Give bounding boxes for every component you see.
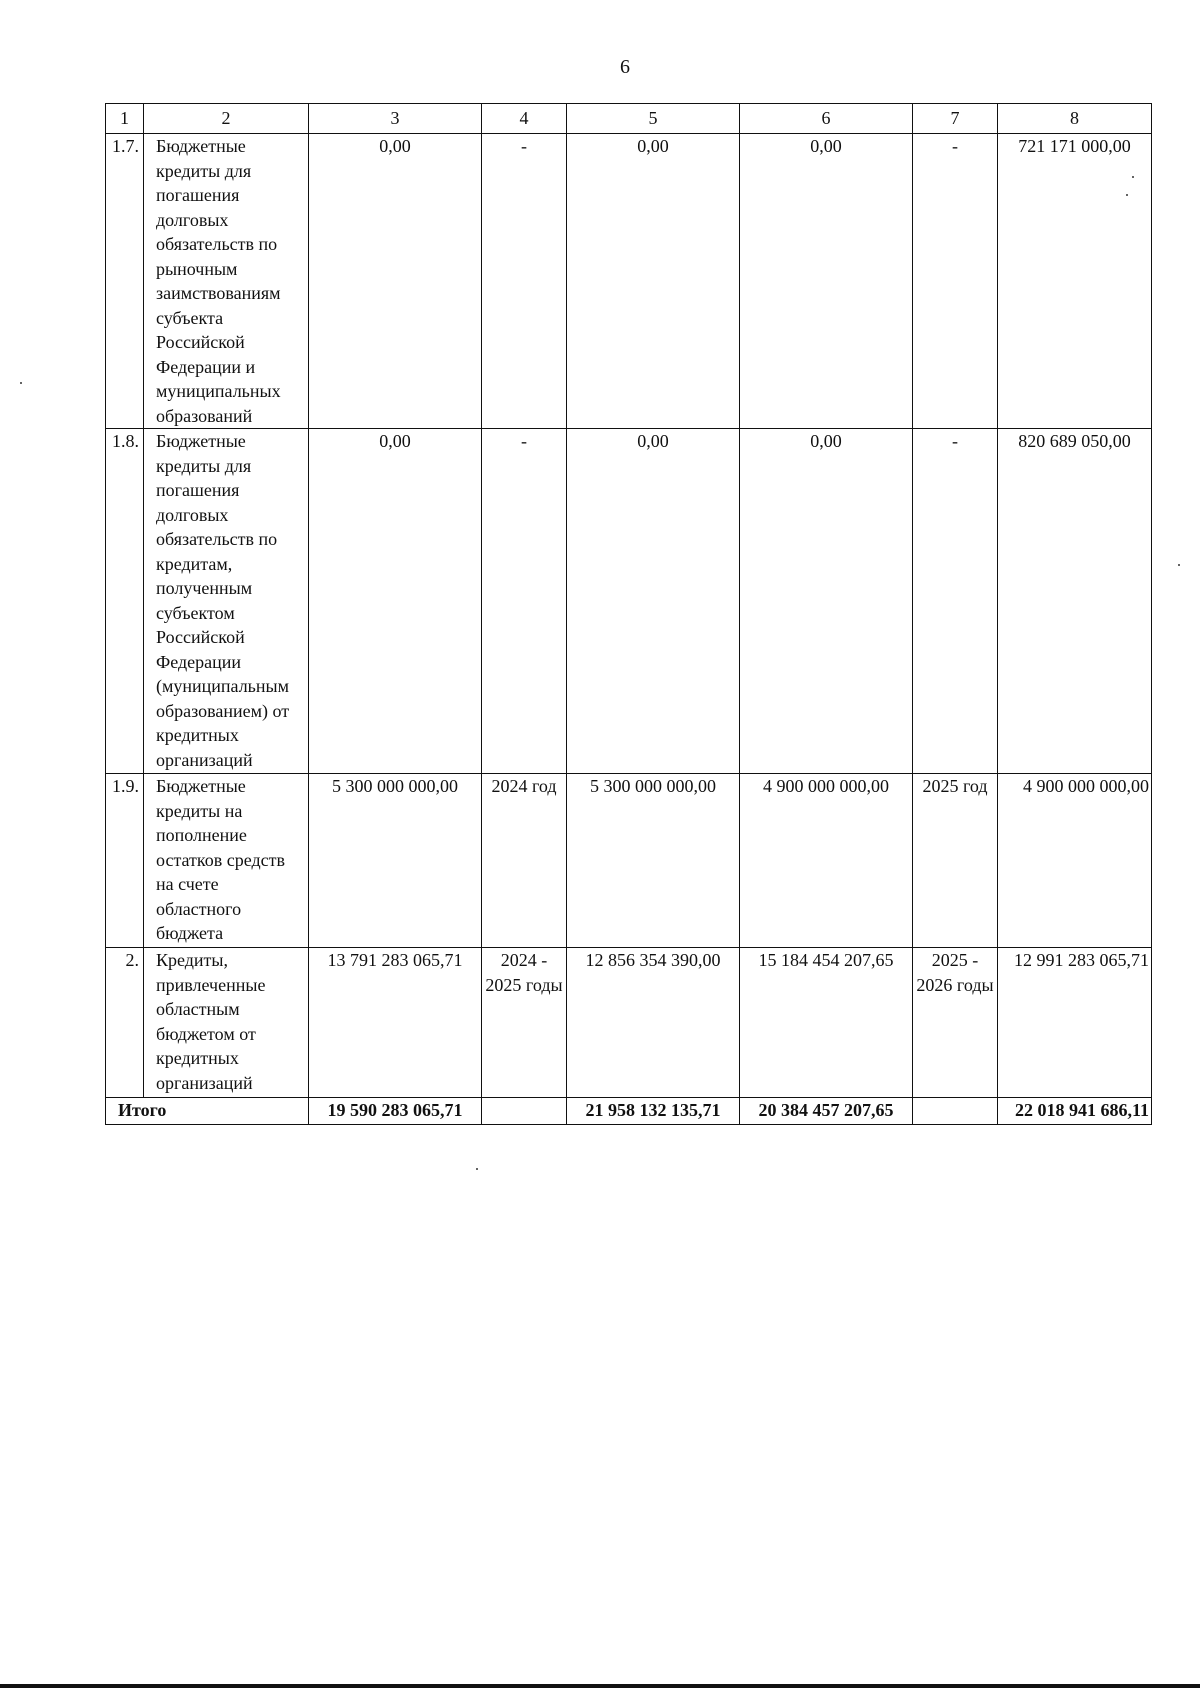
- column-header: 7: [913, 104, 998, 134]
- row-number: 1.9.: [106, 774, 144, 948]
- cell-col3: 0,00: [309, 134, 482, 429]
- cell-col7: 2025 - 2026 годы: [913, 948, 998, 1098]
- budget-table: [105, 103, 1152, 1125]
- cell-col6: 0,00: [740, 134, 913, 429]
- column-header: 8: [998, 104, 1152, 134]
- scan-speck: [1126, 194, 1128, 196]
- cell-col4: -: [482, 134, 567, 429]
- table-row: [106, 429, 1152, 774]
- row-number: 2.: [106, 948, 144, 1098]
- row-number: 1.7.: [106, 134, 144, 429]
- cell-col6: 4 900 000 000,00: [740, 774, 913, 948]
- scan-speck: [476, 1168, 478, 1170]
- page-number: 6: [620, 56, 630, 78]
- cell-col5: 12 856 354 390,00: [567, 948, 740, 1098]
- scan-speck: [20, 382, 22, 384]
- cell-col6: 15 184 454 207,65: [740, 948, 913, 1098]
- column-header: 5: [567, 104, 740, 134]
- cell-col3: 0,00: [309, 429, 482, 774]
- scan-bottom-edge: [0, 1684, 1200, 1688]
- cell-col8: 12 991 283 065,71: [998, 948, 1152, 1098]
- row-name: Бюджетные кредиты на пополнение остатков средств на счете областного бюджета: [144, 774, 309, 948]
- total-label: Итого: [106, 1098, 309, 1125]
- total-col7: [913, 1098, 998, 1125]
- header-row: [106, 104, 1152, 134]
- total-col4: [482, 1098, 567, 1125]
- total-col3: 19 590 283 065,71: [309, 1098, 482, 1125]
- row-name: Бюджетные кредиты для погашения долговых обязательств по рыночным заимствованиям субъекта Российской Федерации и муниципальных образований: [144, 134, 309, 429]
- cell-col8: 4 900 000 000,00: [998, 774, 1152, 948]
- row-name: Кредиты, привлеченные областным бюджетом от кредитных организаций: [144, 948, 309, 1098]
- total-col8: 22 018 941 686,11: [998, 1098, 1152, 1125]
- cell-col5: 0,00: [567, 134, 740, 429]
- cell-col3: 5 300 000 000,00: [309, 774, 482, 948]
- column-header: 3: [309, 104, 482, 134]
- row-name: Бюджетные кредиты для погашения долговых обязательств по кредитам, полученным субъектом Российской Федерации (муниципальным образованием) от кредитных организаций: [144, 429, 309, 774]
- total-row: [106, 1098, 1152, 1125]
- scan-speck: [1132, 176, 1134, 178]
- column-header: 2: [144, 104, 309, 134]
- cell-col5: 5 300 000 000,00: [567, 774, 740, 948]
- cell-col7: -: [913, 429, 998, 774]
- scan-speck: [1178, 564, 1180, 566]
- table-row: [106, 134, 1152, 429]
- cell-col4: 2024 - 2025 годы: [482, 948, 567, 1098]
- table-row: [106, 774, 1152, 948]
- total-col6: 20 384 457 207,65: [740, 1098, 913, 1125]
- column-header: 4: [482, 104, 567, 134]
- cell-col8: 721 171 000,00: [998, 134, 1152, 429]
- column-header: 1: [106, 104, 144, 134]
- cell-col5: 0,00: [567, 429, 740, 774]
- cell-col6: 0,00: [740, 429, 913, 774]
- row-number: 1.8.: [106, 429, 144, 774]
- cell-col8: 820 689 050,00: [998, 429, 1152, 774]
- total-col5: 21 958 132 135,71: [567, 1098, 740, 1125]
- cell-col4: 2024 год: [482, 774, 567, 948]
- cell-col4: -: [482, 429, 567, 774]
- cell-col7: 2025 год: [913, 774, 998, 948]
- table-row: [106, 948, 1152, 1098]
- cell-col7: -: [913, 134, 998, 429]
- column-header: 6: [740, 104, 913, 134]
- cell-col3: 13 791 283 065,71: [309, 948, 482, 1098]
